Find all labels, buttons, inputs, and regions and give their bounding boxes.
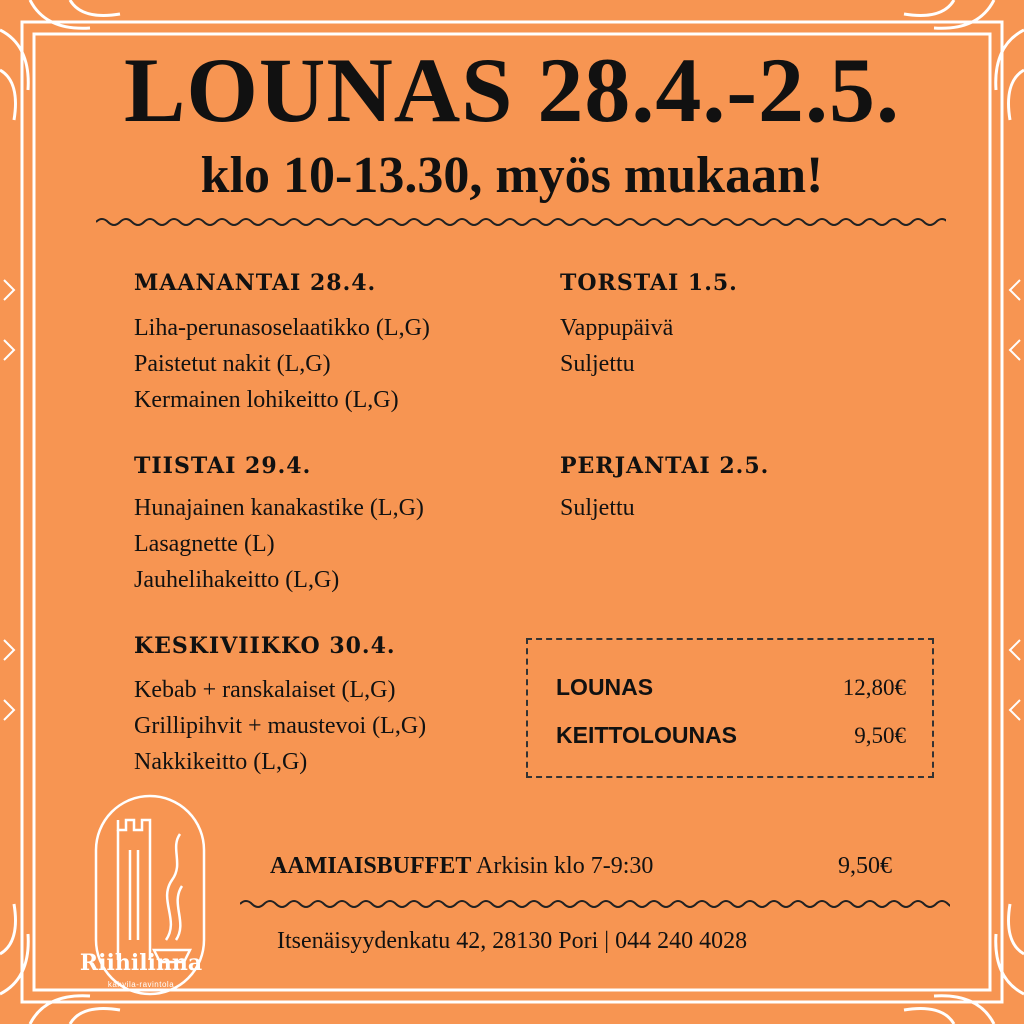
dish-item: Vappupäivä [560, 315, 674, 341]
breakfast-line [270, 853, 653, 880]
wave-divider-top [96, 212, 946, 232]
dish-item: Kermainen lohikeitto (L,G) [134, 387, 399, 413]
brand-tagline: kahvila-ravintola [107, 980, 175, 989]
dish-item: Grillipihvit + maustevoi (L,G) [134, 713, 427, 739]
dish-item: Paistetut nakit (L,G) [134, 351, 331, 377]
price-value: 12,80€ [842, 675, 906, 700]
dish-list-monday [134, 310, 430, 418]
price-box [526, 638, 934, 778]
price-label: KEITTOLOUNAS [556, 722, 738, 748]
dish-list-friday [560, 490, 635, 526]
price-row-lounas [556, 676, 906, 699]
dish-item: Suljettu [560, 351, 635, 377]
day-heading-wednesday: KESKIVIIKKO 30.4. [134, 633, 396, 659]
price-row-keittolounas [556, 724, 906, 747]
dish-item: Liha-perunasoselaatikko (L,G) [134, 315, 430, 341]
dish-item: Jauhelihakeitto (L,G) [134, 567, 340, 593]
dish-item: Lasagnette (L) [134, 531, 275, 557]
address-contact: Itsenäisyydenkatu 42, 28130 Pori | 044 240 4028 [277, 928, 748, 954]
dish-item: Nakkikeitto (L,G) [134, 749, 308, 775]
dish-item: Hunajainen kanakastike (L,G) [134, 495, 424, 521]
day-heading-thursday: TORSTAI 1.5. [560, 270, 738, 296]
day-heading-tuesday: TIISTAI 29.4. [134, 453, 312, 479]
dish-item: Kebab + ranskalaiset (L,G) [134, 677, 396, 703]
breakfast-price: 9,50€ [838, 853, 892, 879]
day-heading-monday: MAANANTAI 28.4. [134, 270, 377, 296]
breakfast-label: AAMIAISBUFFET [270, 853, 472, 879]
wave-divider-bottom [240, 895, 950, 913]
brand-name: Riihilinna [79, 950, 203, 976]
price-label: LOUNAS [556, 674, 654, 700]
day-heading-friday: PERJANTAI 2.5. [560, 453, 770, 479]
dish-list-tuesday [134, 490, 424, 598]
dish-list-thursday [560, 310, 673, 382]
breakfast-text: Arkisin klo 7-9:30 [471, 853, 654, 879]
price-value: 9,50€ [854, 723, 906, 748]
dish-list-wednesday [134, 672, 426, 780]
page-subtitle: klo 10-13.30, myös mukaan! [200, 147, 824, 204]
dish-item: Suljettu [560, 495, 635, 521]
page-title: LOUNAS 28.4.-2.5. [123, 39, 901, 141]
